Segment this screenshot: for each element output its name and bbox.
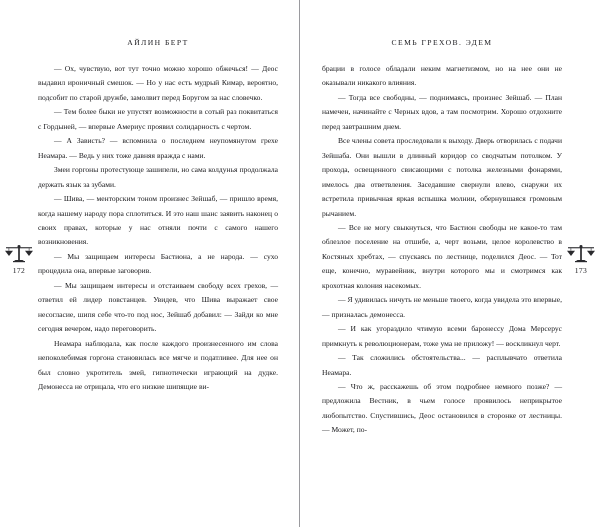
scales-of-justice-icon (566, 243, 596, 265)
right-page (300, 0, 600, 527)
paragraph: — Что ж, расскажешь об этом подробнее немного позже? — предложила Вестник, в чьем голосе проявилось неприкрытое любопытство. Спустившись, Деос остановился в сторонке от лестницы. — Может, по- (322, 381, 562, 435)
paragraph: — Мы защищаем интересы Бастиона, а не народа. — сухо процедила она, впервые заговорив. (38, 251, 278, 276)
paragraph: Все члены совета проследовали к выходу. Дверь отворилась с подачи Зейшаба. Они вышли в длинный коридор со сводчатым потолком. У прохода, освещенного свисающими с потолка железными фонарями, имелось два ответвления. Заседавшие свернули влево, снаружи их встретила привычная яркая вспышка молнии, обернувшаяся громовым рычанием. (322, 136, 562, 218)
right-page-number: 173 (574, 266, 588, 275)
right-page-folio (564, 243, 598, 275)
paragraph: Змеи горгоны протестующе зашипели, но сама колдунья продолжала держать язык за зубами. (38, 165, 278, 189)
paragraph: — Все не могу свыкнуться, что Бастион свободы не какое-то там облезлое поселение на отшибе, а, черт возьми, целое королевство в Костяных хребтах, — спускаясь по лестнице, поделился Деос. — Тот еще, конечно, муравейник, внутри которого мы и смотримся как крохотная колония насекомых. (322, 222, 562, 290)
paragraph: — И как угораздило чтимую всеми баронессу Дома Мерсерус примкнуть к революционерам, тоже ума не приложу! — воскликнул черт. (322, 324, 562, 348)
paragraph: — Ох, чувствую, вот тут точно можно хорошо обжечься! — Деос выдавил ироничный смешок. — Но у нас есть мудрый Кимар, вероятно, подсобит по старой дружбе, замолвит перед Боругом за нас словечко. (38, 64, 278, 102)
paragraph: — Тогда все свободны, — поднимаясь, произнес Зейшаб. — План намечен, начинайте с Черных вдов, а там посмотрим. Хорошо отдохните перед завтрашним днем. (322, 92, 562, 131)
left-page-folio (2, 243, 36, 275)
scales-of-justice-icon (4, 243, 34, 265)
paragraph: — Тем более быки не упустят возможности в сотый раз поквитаться с Гордыней, — впервые Америус проявил солидарность с чертом. (38, 107, 278, 131)
left-page-body (38, 47, 278, 394)
paragraph: — Мы защищаем интересы и отстаиваем свободу всех грехов, — ответил ей лидер повстанцев. Увидев, что Шива выражает свое несогласие, шипя себе что-то под нос, Зейшаб добавил: — Зайди ко мне сегодня вечером, надо переговорить. (38, 280, 278, 334)
left-page-running-head: АЙЛИН БЕРТ (127, 38, 189, 47)
paragraph: — Я удивилась ничуть не меньше твоего, когда увидела это впервые, — призналась демонесса. (322, 295, 562, 319)
paragraph: — А Зависть? — вспомнила о последнем неупомянутом грехе Неамара. — Ведь у них тоже давняя вражда с нами. (38, 136, 278, 160)
right-page-body (322, 47, 562, 438)
paragraph-continuation: брации в голосе обладали неким магнетизмом, но на нее они не оказывали никакого влияния. (322, 64, 562, 88)
paragraph: — Так сложились обстоятельства... — расплывчато ответила Неамара. (322, 353, 562, 377)
paragraph: — Шива, — менторским тоном произнес Зейшаб, — пришло время, когда нашему народу пора сплотиться. И это наш шанс заявить наконец о своих правах, которые у нас отняли почти с самого нашего возникновения. (38, 194, 278, 247)
paragraph: Неамара наблюдала, как после каждого произнесенного им слова непоколебимая горгона становилась все мягче и податливее. Для нее он был словно укротитель змей, гипнотически играющий на дудке. Демонесса не отрицала, что его низкие шипящие ви- (38, 338, 278, 391)
left-page-number: 172 (12, 266, 26, 275)
right-page-running-head: СЕМЬ ГРЕХОВ. ЭДЕМ (391, 38, 493, 47)
